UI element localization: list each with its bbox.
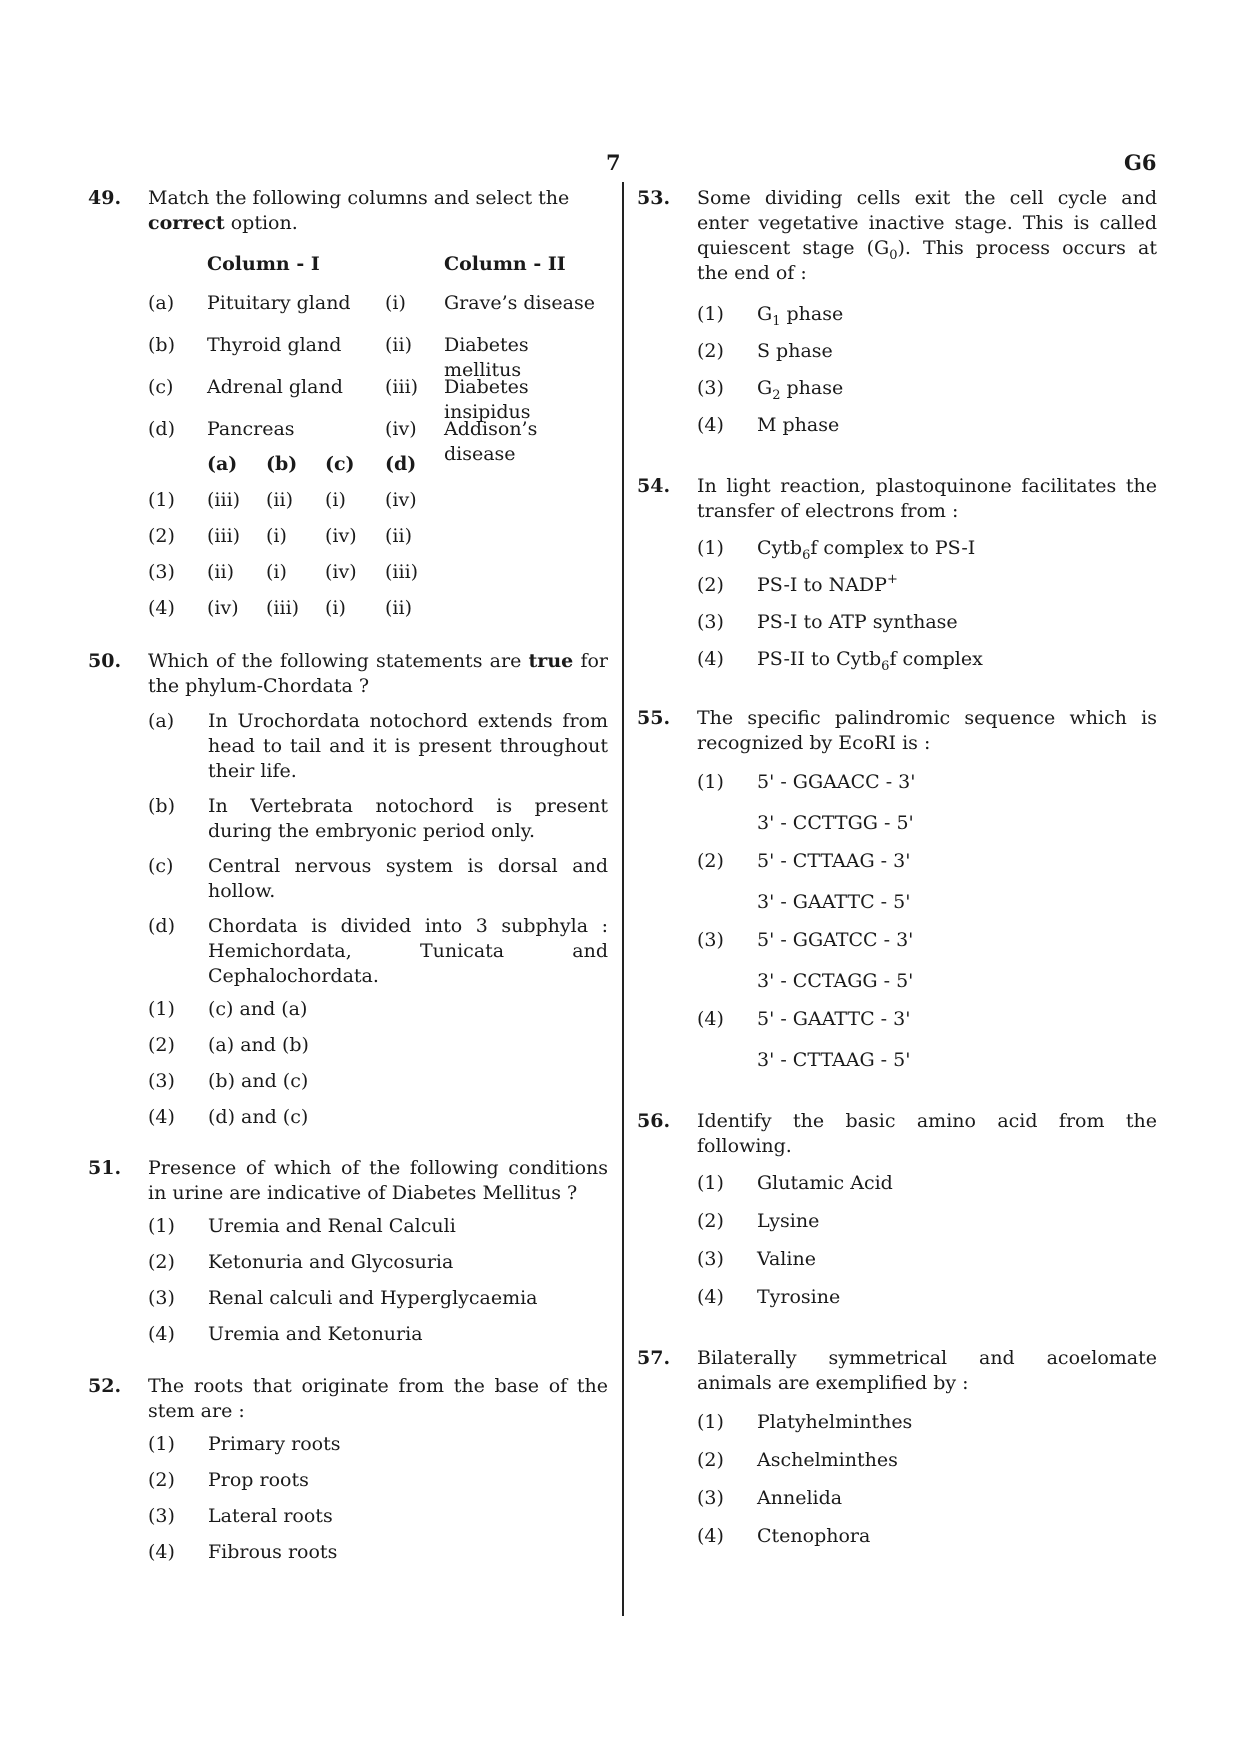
code-header: (b) xyxy=(266,453,298,475)
sequence-top: 5' - GAATTC - 3' xyxy=(757,1008,911,1030)
question-57 xyxy=(637,1346,1157,1549)
row-left: Pancreas xyxy=(207,418,295,440)
answer-option[interactable] xyxy=(637,376,1157,401)
answer-option[interactable] xyxy=(637,928,1157,953)
question-number: 55. xyxy=(637,707,671,729)
option-number: (4) xyxy=(697,414,724,436)
question-keyword: correct xyxy=(148,212,225,234)
option-number: (2) xyxy=(697,1210,724,1232)
option-number: (2) xyxy=(697,850,724,872)
question-text-part: Some dividing cells exit the cell cycle and enter vegetative inactive stage. This is called quiescent stage (G xyxy=(697,187,1157,259)
answer-option[interactable] xyxy=(88,1069,608,1094)
option-number: (4) xyxy=(697,648,724,670)
code-header: (d) xyxy=(385,453,417,475)
match-row xyxy=(88,291,608,316)
question-number: 57. xyxy=(637,1347,671,1369)
option-text: Primary roots xyxy=(208,1433,341,1455)
option-text: (c) and (a) xyxy=(208,998,308,1020)
option-number: (1) xyxy=(697,1172,724,1194)
option-number: (3) xyxy=(148,1505,175,1527)
code-value: (ii) xyxy=(385,597,412,619)
option-number: (1) xyxy=(148,489,175,511)
code-value: (iii) xyxy=(207,489,241,511)
option-text: Annelida xyxy=(757,1487,843,1509)
right-column xyxy=(637,186,1157,1549)
question-56 xyxy=(637,1109,1157,1310)
code-value: (iv) xyxy=(325,561,357,583)
answer-option[interactable] xyxy=(637,647,1157,672)
option-text: Ketonuria and Glycosuria xyxy=(208,1251,454,1273)
answer-option[interactable] xyxy=(637,1285,1157,1310)
option-text: PS-I to ATP synthase xyxy=(757,611,958,633)
row-key: (b) xyxy=(148,334,175,356)
answer-option[interactable] xyxy=(637,573,1157,598)
code-headers xyxy=(88,452,608,477)
code-value: (i) xyxy=(266,561,287,583)
page-number: 7 xyxy=(606,150,621,175)
sequence-bottom: 3' - CCTAGG - 5' xyxy=(757,970,914,992)
option-text: Prop roots xyxy=(208,1469,309,1491)
row-left: Pituitary gland xyxy=(207,292,351,314)
row-roman: (iii) xyxy=(385,376,419,398)
question-49 xyxy=(88,186,608,621)
option-text: S phase xyxy=(757,340,833,362)
question-text: In light reaction, plastoquinone facilitates the transfer of electrons from : xyxy=(697,475,1157,522)
answer-option[interactable] xyxy=(88,1105,608,1130)
option-number: (4) xyxy=(697,1525,724,1547)
option-number: (2) xyxy=(697,574,724,596)
answer-option[interactable] xyxy=(88,1322,608,1347)
option-number: (3) xyxy=(697,377,724,399)
code-value: (iii) xyxy=(266,597,300,619)
question-text-part: Match the following columns and select the xyxy=(148,187,570,209)
answer-option[interactable] xyxy=(88,1432,608,1457)
column-1-title: Column - I xyxy=(207,253,320,275)
option-number: (1) xyxy=(148,998,175,1020)
statement-text: In Vertebrata notochord is present during the embryonic period only. xyxy=(208,795,608,842)
code-value: (iii) xyxy=(207,525,241,547)
question-text-part: option. xyxy=(224,212,298,234)
statement xyxy=(88,709,608,784)
answer-option[interactable] xyxy=(88,997,608,1022)
question-number: 56. xyxy=(637,1110,671,1132)
option-number: (3) xyxy=(697,1248,724,1270)
answer-option[interactable] xyxy=(88,1540,608,1565)
row-key: (a) xyxy=(148,292,175,314)
option-number: (1) xyxy=(148,1215,175,1237)
option-number: (1) xyxy=(697,1411,724,1433)
row-left: Adrenal gland xyxy=(207,376,343,398)
question-number: 54. xyxy=(637,475,671,497)
answer-option[interactable] xyxy=(88,560,608,585)
question-50 xyxy=(88,649,608,1130)
sequence-top: 5' - GGATCC - 3' xyxy=(757,929,914,951)
option-text: (a) and (b) xyxy=(208,1034,309,1056)
row-key: (d) xyxy=(148,418,175,440)
statement-key: (c) xyxy=(148,855,174,877)
answer-option[interactable] xyxy=(88,524,608,549)
code-value: (ii) xyxy=(266,489,293,511)
statement-key: (d) xyxy=(148,915,175,937)
option-text: Fibrous roots xyxy=(208,1541,338,1563)
answer-option[interactable] xyxy=(88,1286,608,1311)
option-number: (3) xyxy=(697,1487,724,1509)
question-text: Bilaterally symmetrical and acoelomate animals are exemplified by : xyxy=(697,1347,1157,1394)
option-number: (2) xyxy=(148,525,175,547)
answer-option[interactable] xyxy=(637,413,1157,438)
option-text: (d) and (c) xyxy=(208,1106,309,1128)
question-number: 49. xyxy=(88,187,122,209)
question-number: 53. xyxy=(637,187,671,209)
answer-option[interactable] xyxy=(88,1250,608,1275)
question-text-part: Which of the following statements are xyxy=(148,650,529,672)
option-text: PS-II to Cytb$_6$f complex xyxy=(757,648,983,674)
statement-text: Chordata is divided into 3 subphyla : Hemichordata, Tunicata and Cephalochordata. xyxy=(208,915,608,987)
option-text: PS-I to NADP+ xyxy=(757,572,898,596)
question-text-part: for the phylum-Chordata ? xyxy=(148,650,609,697)
option-number: (1) xyxy=(697,771,724,793)
row-right: Diabetes mellitus xyxy=(444,334,529,381)
question-51 xyxy=(88,1156,608,1347)
answer-option[interactable] xyxy=(637,1171,1157,1196)
statement xyxy=(88,794,608,844)
option-number: (3) xyxy=(697,611,724,633)
option-text: Ctenophora xyxy=(757,1525,871,1547)
option-text: (b) and (c) xyxy=(208,1070,309,1092)
code-value: (iv) xyxy=(207,597,239,619)
option-number: (4) xyxy=(148,1541,175,1563)
question-text: The specific palindromic sequence which is recognized by EcoRI is : xyxy=(697,707,1157,754)
row-left: Thyroid gland xyxy=(207,334,342,356)
question-55 xyxy=(637,706,1157,1073)
question-54 xyxy=(637,474,1157,672)
code-value: (iv) xyxy=(385,489,417,511)
option-number: (2) xyxy=(148,1469,175,1491)
answer-option[interactable] xyxy=(637,302,1157,327)
answer-option[interactable] xyxy=(637,1410,1157,1435)
row-roman: (iv) xyxy=(385,418,417,440)
option-text: Renal calculi and Hyperglycaemia xyxy=(208,1287,538,1309)
row-roman: (i) xyxy=(385,292,406,314)
option-number: (4) xyxy=(148,1323,175,1345)
option-text: Lateral roots xyxy=(208,1505,333,1527)
question-keyword: true xyxy=(528,650,574,672)
option-text: Platyhelminthes xyxy=(757,1411,913,1433)
answer-option[interactable] xyxy=(637,849,1157,874)
answer-option[interactable] xyxy=(637,770,1157,795)
option-text: Lysine xyxy=(757,1210,820,1232)
option-text: Aschelminthes xyxy=(757,1449,898,1471)
row-right: Diabetes insipidus xyxy=(444,376,531,423)
option-number: (4) xyxy=(148,597,175,619)
statement xyxy=(88,914,608,989)
code-header: (c) xyxy=(325,453,355,475)
code-value: (i) xyxy=(325,597,346,619)
sequence-bottom-row xyxy=(637,1048,1157,1073)
option-text: $G_1$ phase xyxy=(757,303,844,329)
option-text: $G_2$ phase xyxy=(757,377,844,403)
code-value: (iii) xyxy=(385,561,419,583)
option-number: (1) xyxy=(697,537,724,559)
question-number: 52. xyxy=(88,1375,122,1397)
answer-option[interactable] xyxy=(637,1209,1157,1234)
option-number: (4) xyxy=(148,1106,175,1128)
question-text-part: ). This process occurs at the end of : xyxy=(697,237,1157,284)
column-2-title: Column - II xyxy=(444,253,566,275)
sequence-bottom: 3' - GAATTC - 5' xyxy=(757,891,911,913)
statement-text: Central nervous system is dorsal and hollow. xyxy=(208,855,608,902)
option-text: Cytb$_6$f complex to PS-I xyxy=(757,537,976,563)
option-number: (3) xyxy=(697,929,724,951)
sequence-bottom: 3' - CTTAAG - 5' xyxy=(757,1049,911,1071)
statement-text: In Urochordata notochord extends from head to tail and it is present throughout their life. xyxy=(208,710,608,782)
answer-option[interactable] xyxy=(637,536,1157,561)
sequence-top: 5' - CTTAAG - 3' xyxy=(757,850,911,872)
question-text: Identify the basic amino acid from the following. xyxy=(697,1110,1157,1157)
answer-option[interactable] xyxy=(637,1247,1157,1272)
answer-option[interactable] xyxy=(88,488,608,513)
booklet-code: G6 xyxy=(1124,150,1157,175)
option-text: Uremia and Ketonuria xyxy=(208,1323,423,1345)
column-divider xyxy=(622,182,624,1616)
match-column-headers xyxy=(88,252,608,277)
sequence-bottom-row xyxy=(637,811,1157,836)
sequence-top: 5' - GGAACC - 3' xyxy=(757,771,916,793)
answer-option[interactable] xyxy=(637,339,1157,364)
option-text: Tyrosine xyxy=(757,1286,841,1308)
answer-option[interactable] xyxy=(637,1524,1157,1549)
statement xyxy=(88,854,608,904)
option-number: (3) xyxy=(148,1070,175,1092)
left-column xyxy=(88,186,608,1565)
sequence-bottom: 3' - CCTTGG - 5' xyxy=(757,812,914,834)
code-value: (i) xyxy=(266,525,287,547)
code-value: (ii) xyxy=(385,525,412,547)
option-number: (3) xyxy=(148,561,175,583)
row-right: Addison’s disease xyxy=(444,418,538,465)
row-roman: (ii) xyxy=(385,334,412,356)
match-row xyxy=(88,375,608,423)
option-number: (2) xyxy=(697,1449,724,1471)
option-number: (3) xyxy=(148,1287,175,1309)
question-text xyxy=(697,186,1157,286)
option-number: (2) xyxy=(148,1251,175,1273)
answer-option[interactable] xyxy=(88,1504,608,1529)
answer-option[interactable] xyxy=(637,610,1157,635)
question-53 xyxy=(637,186,1157,438)
option-text: Valine xyxy=(757,1248,816,1270)
option-text: Glutamic Acid xyxy=(757,1172,893,1194)
answer-option[interactable] xyxy=(637,1448,1157,1473)
answer-option[interactable] xyxy=(88,1468,608,1493)
answer-option[interactable] xyxy=(88,1214,608,1239)
sequence-bottom-row xyxy=(637,890,1157,915)
match-row xyxy=(88,417,608,465)
answer-option[interactable] xyxy=(88,596,608,621)
row-key: (c) xyxy=(148,376,174,398)
option-text: Uremia and Renal Calculi xyxy=(208,1215,456,1237)
question-text: Presence of which of the following conditions in urine are indicative of Diabetes Mellitus ? xyxy=(148,1157,608,1204)
sequence-bottom-row xyxy=(637,969,1157,994)
option-number: (4) xyxy=(697,1286,724,1308)
option-text: M phase xyxy=(757,414,840,436)
code-value: (i) xyxy=(325,489,346,511)
subscript: 0 xyxy=(889,248,898,263)
question-text: The roots that originate from the base of the stem are : xyxy=(148,1375,608,1422)
answer-option[interactable] xyxy=(637,1007,1157,1032)
option-number: (2) xyxy=(697,340,724,362)
code-header: (a) xyxy=(207,453,238,475)
row-right: Grave’s disease xyxy=(444,292,595,314)
option-number: (1) xyxy=(697,303,724,325)
answer-option[interactable] xyxy=(88,1033,608,1058)
option-number: (1) xyxy=(148,1433,175,1455)
option-number: (4) xyxy=(697,1008,724,1030)
code-value: (iv) xyxy=(325,525,357,547)
answer-option[interactable] xyxy=(637,1486,1157,1511)
question-number: 51. xyxy=(88,1157,122,1179)
question-number: 50. xyxy=(88,650,122,672)
statement-key: (a) xyxy=(148,710,175,732)
statement-key: (b) xyxy=(148,795,175,817)
option-number: (2) xyxy=(148,1034,175,1056)
match-row xyxy=(88,333,608,381)
question-52 xyxy=(88,1374,608,1565)
question-text xyxy=(148,649,608,699)
question-text xyxy=(148,186,608,236)
code-value: (ii) xyxy=(207,561,234,583)
